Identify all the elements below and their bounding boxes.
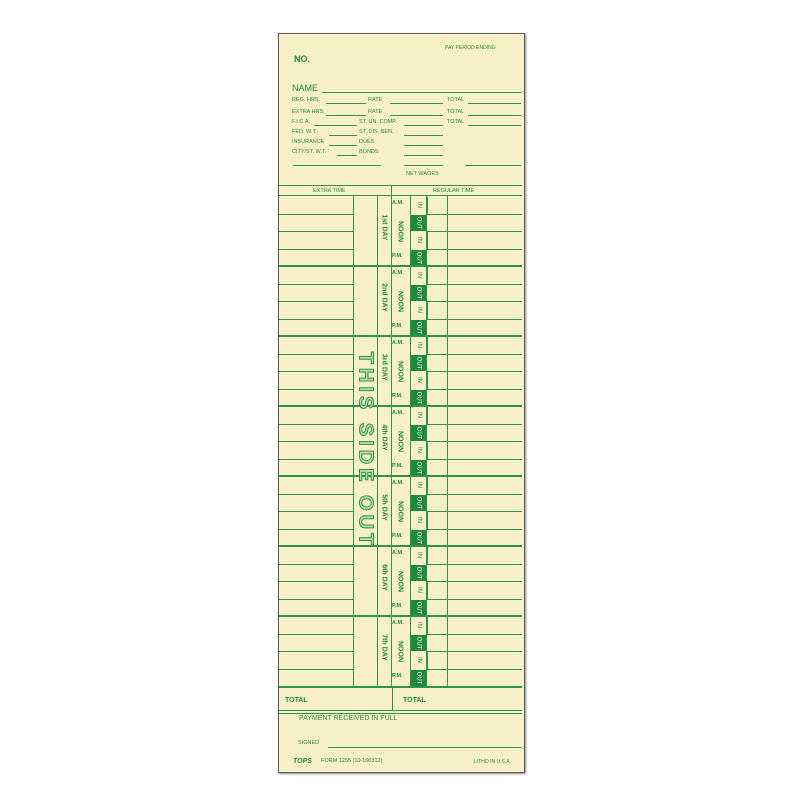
am-label: A.M. (392, 550, 404, 556)
row-line (426, 441, 447, 442)
reg-total-field[interactable] (468, 103, 521, 104)
out-slot[interactable] (410, 600, 426, 617)
am-label: A.M. (392, 480, 404, 486)
divider (279, 713, 522, 714)
regular-time-cell[interactable] (447, 214, 522, 232)
slot-label: OUT (414, 356, 421, 370)
slot-label: OUT (414, 601, 421, 615)
regular-time-cell[interactable] (447, 564, 522, 582)
regular-time-cell[interactable] (447, 196, 522, 214)
extra-time-cell[interactable] (279, 319, 353, 337)
watermark-text: THIS SIDE OUT (354, 351, 377, 549)
regular-time-cell[interactable] (447, 231, 522, 249)
extra-time-cell[interactable] (279, 249, 353, 267)
extra-time-cell[interactable] (279, 196, 353, 214)
column-divider (377, 196, 378, 686)
slot-label: OUT (414, 671, 421, 685)
regular-time-cell[interactable] (447, 301, 522, 319)
extra-time-cell[interactable] (279, 441, 353, 459)
slot-label: OUT (414, 566, 421, 580)
regular-time-cell[interactable] (447, 249, 522, 267)
pm-label: P.M. (392, 533, 403, 539)
slot-label: OUT (414, 636, 421, 650)
regular-time-cell[interactable] (447, 319, 522, 337)
extra-time-cell[interactable] (279, 511, 353, 529)
out-slot[interactable] (410, 460, 426, 477)
regular-time-cell[interactable] (447, 371, 522, 389)
st-dis-ben-field[interactable] (404, 135, 443, 136)
row-line (426, 284, 447, 285)
extra-time-cell[interactable] (279, 546, 353, 564)
am-label: A.M. (392, 200, 404, 206)
day-label: 5th DAY (380, 494, 388, 521)
row-line (426, 581, 447, 582)
name-field[interactable] (322, 92, 521, 93)
extra-time-cell[interactable] (279, 494, 353, 512)
slot-label: OUT (414, 461, 421, 475)
out-slot[interactable] (410, 425, 426, 442)
out-slot[interactable] (410, 495, 426, 512)
extra-total-field[interactable] (468, 115, 521, 116)
out-slot[interactable] (410, 320, 426, 337)
row-line (426, 371, 447, 372)
out-slot[interactable] (410, 215, 426, 232)
regular-time-cell[interactable] (447, 546, 522, 564)
day-label: 2nd DAY (380, 283, 388, 312)
slot-label: OUT (414, 216, 421, 230)
regular-time-cell[interactable] (447, 336, 522, 354)
pm-label: P.M. (392, 463, 403, 469)
extra-time-cell[interactable] (279, 651, 353, 669)
day-label: 1st DAY (380, 214, 388, 241)
day-label: 7th DAY (380, 634, 388, 661)
slot-label: OUT (414, 251, 421, 265)
net-wages-field[interactable] (465, 165, 521, 166)
fica-field[interactable] (314, 125, 357, 126)
row-line (426, 249, 447, 250)
noon-label: NOON (396, 221, 404, 242)
pm-label: P.M. (392, 673, 403, 679)
noon-label: NOON (396, 431, 404, 452)
noon-label: NOON (396, 291, 404, 312)
bonds-field[interactable] (404, 155, 443, 156)
out-slot[interactable] (410, 355, 426, 372)
regular-time-cell[interactable] (447, 669, 522, 687)
insurance-label: INSURANCE (292, 139, 325, 145)
slot-label: IN (416, 412, 422, 419)
regular-time-cell[interactable] (447, 511, 522, 529)
dues-field[interactable] (404, 145, 443, 146)
slot-label: IN (416, 307, 422, 314)
day-label: 3rd DAY (380, 354, 388, 381)
slot-label: IN (416, 587, 422, 594)
slot-label: OUT (414, 496, 421, 510)
slot-label: IN (416, 517, 422, 524)
regular-time-cell[interactable] (447, 406, 522, 424)
reg-hrs-field[interactable] (326, 103, 366, 104)
slot-label: IN (416, 237, 422, 244)
divider (392, 686, 393, 710)
signed-label: SIGNED (298, 740, 320, 746)
row-line (426, 529, 447, 530)
pm-label: P.M. (392, 603, 403, 609)
number-label: NO. (294, 54, 311, 64)
extra-hrs-label: EXTRA HRS. (292, 109, 325, 115)
row-line (426, 301, 447, 302)
regular-time-cell[interactable] (447, 389, 522, 407)
slot-label: IN (416, 622, 422, 629)
regular-time-cell[interactable] (447, 494, 522, 512)
row-line (426, 511, 447, 512)
net-wages-label: NET WAGES (406, 171, 439, 177)
extra-time-cell[interactable] (279, 581, 353, 599)
regular-time-cell[interactable] (447, 529, 522, 547)
extra-time-cell[interactable] (279, 371, 353, 389)
slot-label: OUT (414, 531, 421, 545)
extra-time-cell[interactable] (279, 214, 353, 232)
extra-time-cell[interactable] (279, 564, 353, 582)
reg-rate-field[interactable] (390, 103, 443, 104)
extra-time-cell[interactable] (279, 459, 353, 477)
regular-time-cell[interactable] (447, 476, 522, 494)
extra-time-header: EXTRA TIME (313, 188, 346, 194)
row-line (426, 389, 447, 390)
regular-time-cell[interactable] (447, 599, 522, 617)
this-side-out-watermark (353, 340, 377, 560)
noon-label: NOON (396, 361, 404, 382)
am-label: A.M. (392, 410, 404, 416)
row-line (426, 214, 447, 215)
out-slot[interactable] (410, 565, 426, 582)
st-un-comp-label: ST. UN. COMP. (359, 119, 397, 125)
city-st-wt-field[interactable] (337, 155, 357, 156)
extra-time-cell[interactable] (279, 424, 353, 442)
regular-time-cell[interactable] (447, 581, 522, 599)
column-divider (410, 196, 411, 686)
st-dis-ben-label: ST. DIS. BEN. (359, 129, 394, 135)
extra-time-cell[interactable] (279, 529, 353, 547)
row-line (426, 634, 447, 635)
am-label: A.M. (392, 620, 404, 626)
extra-time-cell[interactable] (279, 231, 353, 249)
blank-line (293, 165, 381, 166)
pay-period-label: PAY PERIOD ENDING (445, 45, 496, 51)
row-line (426, 319, 447, 320)
extra-time-cell[interactable] (279, 336, 353, 354)
litho-label: LITHO IN U.S.A. (474, 759, 511, 765)
out-slot[interactable] (410, 285, 426, 302)
noon-label: NOON (396, 641, 404, 662)
slot-label: IN (416, 202, 422, 209)
row-line (426, 424, 447, 425)
noon-label: NOON (396, 571, 404, 592)
row-line (426, 494, 447, 495)
regular-time-header: REGULAR TIME (433, 188, 475, 194)
slot-label: OUT (414, 286, 421, 300)
day-label: 6th DAY (380, 564, 388, 591)
row-line (426, 669, 447, 670)
row-line (426, 459, 447, 460)
city-st-wt-label: CITY/ST. W.T. (292, 149, 327, 155)
divider (279, 710, 522, 711)
regular-time-cell[interactable] (447, 284, 522, 302)
extra-time-cell[interactable] (279, 354, 353, 372)
row-line (426, 564, 447, 565)
extra-time-cell[interactable] (279, 266, 353, 284)
insurance-field[interactable] (329, 145, 357, 146)
slot-label: IN (416, 482, 422, 489)
fed-wt-field[interactable] (329, 135, 357, 136)
out-slot[interactable] (410, 390, 426, 407)
rate-label: RATE (368, 109, 383, 115)
extra-time-cell[interactable] (279, 616, 353, 634)
total-label: TOTAL (447, 119, 465, 125)
slot-label: IN (416, 342, 422, 349)
payment-received-label: PAYMENT RECEIVED IN FULL (299, 715, 398, 722)
pm-label: P.M. (392, 253, 403, 259)
extra-rate-field[interactable] (390, 115, 443, 116)
name-label: NAME (292, 83, 319, 93)
slot-label: IN (416, 377, 422, 384)
extra-hrs-field[interactable] (326, 115, 366, 116)
out-slot[interactable] (410, 250, 426, 267)
regular-time-cell[interactable] (447, 424, 522, 442)
pm-label: P.M. (392, 393, 403, 399)
pm-label: P.M. (392, 323, 403, 329)
slot-label: IN (416, 447, 422, 454)
extra-time-cell[interactable] (279, 476, 353, 494)
extra-time-cell[interactable] (279, 389, 353, 407)
total-field[interactable] (468, 125, 521, 126)
slot-label: IN (416, 272, 422, 279)
tops-logo: TOPS (293, 758, 312, 765)
am-label: A.M. (392, 270, 404, 276)
am-label: A.M. (392, 340, 404, 346)
regular-total-label: TOTAL (403, 697, 426, 704)
regular-time-cell[interactable] (447, 266, 522, 284)
total-label: TOTAL (447, 97, 465, 103)
blank-line (404, 165, 443, 166)
reg-hrs-label: REG. HRS. (292, 97, 321, 103)
extra-time-cell[interactable] (279, 599, 353, 617)
extra-time-cell[interactable] (279, 406, 353, 424)
slot-label: OUT (414, 321, 421, 335)
slot-label: OUT (414, 426, 421, 440)
dues-label: DUES (359, 139, 375, 145)
row-line (426, 599, 447, 600)
out-slot[interactable] (410, 530, 426, 547)
st-un-comp-field[interactable] (404, 125, 443, 126)
divider (279, 185, 522, 186)
regular-time-cell[interactable] (447, 616, 522, 634)
signature-field[interactable] (328, 747, 521, 748)
day-label: 4th DAY (380, 424, 388, 451)
form-number: FORM 1255 (10-100312) (321, 758, 383, 764)
column-divider (447, 196, 448, 686)
slot-label: IN (416, 552, 422, 559)
slot-label: IN (416, 657, 422, 664)
extra-time-cell[interactable] (279, 301, 353, 319)
out-slot[interactable] (410, 670, 426, 687)
extra-time-cell[interactable] (279, 669, 353, 687)
row-line (426, 651, 447, 652)
total-label: TOTAL (447, 109, 465, 115)
regular-time-cell[interactable] (447, 634, 522, 652)
column-divider (426, 196, 427, 686)
column-divider (391, 196, 392, 686)
divider (279, 686, 522, 688)
extra-time-cell[interactable] (279, 284, 353, 302)
fica-label: F.I.C.A. (292, 119, 311, 125)
fed-wt-label: FED. W.T. (292, 129, 317, 135)
bonds-label: BONDS (359, 149, 379, 155)
row-line (426, 354, 447, 355)
row-line (426, 231, 447, 232)
regular-time-cell[interactable] (447, 459, 522, 477)
slot-label: OUT (414, 391, 421, 405)
regular-time-cell[interactable] (447, 651, 522, 669)
regular-time-cell[interactable] (447, 441, 522, 459)
extra-time-cell[interactable] (279, 634, 353, 652)
extra-total-label: TOTAL (285, 697, 308, 704)
noon-label: NOON (396, 501, 404, 522)
regular-time-cell[interactable] (447, 354, 522, 372)
rate-label: RATE (368, 97, 383, 103)
out-slot[interactable] (410, 635, 426, 652)
